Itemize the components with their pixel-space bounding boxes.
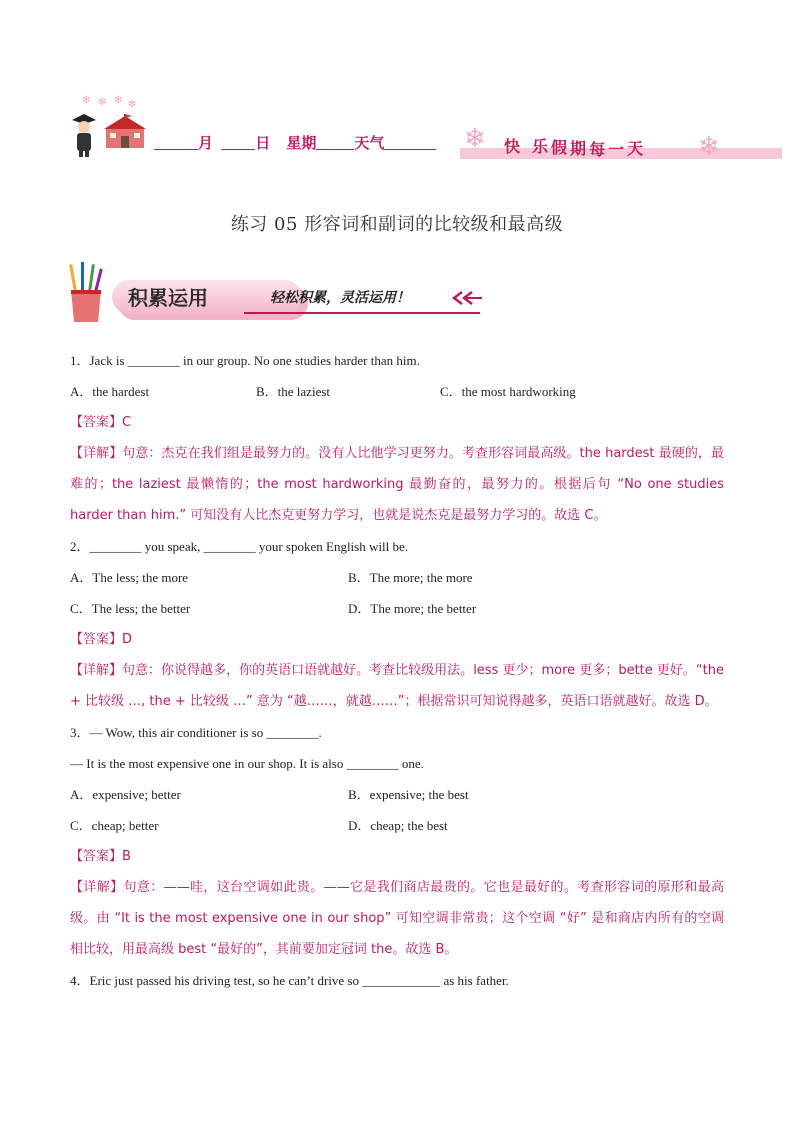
banner-underline (244, 312, 480, 314)
option-c[interactable]: C．cheap; better (70, 818, 159, 833)
school-icon (102, 114, 148, 150)
question-options (70, 382, 724, 413)
option-a[interactable]: A．the hardest (70, 384, 150, 399)
snowflake-icon: ✻ (98, 97, 107, 108)
question-stem: 2．________ you speak, ________ your spoken English will be. (70, 539, 408, 554)
option-c[interactable]: C．the most hardworking (440, 384, 576, 399)
option-c[interactable]: C．The less; the better (70, 601, 191, 616)
question-stem-reply: — It is the most expensive one in our shop. It is also ________ one. (70, 756, 424, 771)
graduate-icon (68, 110, 100, 158)
header-band (68, 96, 782, 166)
option-b[interactable]: B．the laziest (256, 384, 331, 399)
holiday-slogan (504, 134, 646, 157)
explanation: 【详解】句意：你说得越多，你的英语口语就越好。考查比较级用法。less 更少；more 更多；bette 更好。“the + 比较级 …, the + 比较级 …” 意为 “越……，就越……”；根据常识可知说得越多，英语口语就越好。故选 D。 (70, 663, 724, 709)
option-d[interactable]: D．cheap; the best (348, 818, 448, 833)
answer: 【答案】B (70, 849, 131, 864)
slogan-char: 乐 (532, 137, 549, 156)
question-options (70, 785, 724, 816)
double-arrow-left-icon (450, 290, 482, 306)
weekday-blank[interactable] (316, 135, 354, 150)
section-title: 积累运用 (128, 286, 208, 310)
weather-blank[interactable] (384, 135, 436, 150)
question-options (70, 568, 724, 599)
option-b[interactable]: B．The more; the more (348, 570, 473, 585)
weekday-label: 星期 (286, 135, 317, 152)
explanation: 【详解】句意：杰克在我们组是最努力的。没有人比他学习更努力。考查形容词最高级。the hardest 最硬的，最难的；the laziest 最懒惰的；the most hardworking 最勤奋的，最努力的。根据后句 “No one studies harder than him.” 可知没有人比杰克更努力学习，也就是说杰克是最努力学习的。故选 C。 (70, 446, 724, 523)
section-subtitle: 轻松积累，灵活运用！ (270, 290, 410, 306)
option-d[interactable]: D．The more; the better (348, 601, 477, 616)
snowflake-icon: ✻ (128, 99, 137, 110)
slogan-char: 一 (608, 140, 625, 159)
pencil-cup-icon (68, 262, 104, 324)
explanation: 【详解】句意：——哇，这台空调如此贵。——它是我们商店最贵的。它也是最好的。考查形容词的原形和最高级。由 “It is the most expensive one in our shop” 可知空调非常贵；这个空调 “好” 是和商店内所有的空调相比较，用最高级 best “最好的”，其前要加定冠词 the。故选 B。 (70, 880, 724, 957)
month-blank[interactable] (154, 135, 198, 150)
weather-label: 天气 (354, 135, 385, 152)
day-blank[interactable] (221, 135, 255, 150)
option-a[interactable]: A．expensive; better (70, 787, 181, 802)
section-banner (68, 262, 484, 328)
question-stem: 4．Eric just passed his driving test, so he can’t drive so ____________ as his father. (70, 973, 509, 988)
slogan-char: 每 (589, 140, 606, 159)
slogan-char: 期 (570, 139, 587, 158)
date-line (154, 132, 436, 153)
slogan-char: 假 (551, 138, 568, 157)
slogan-char: 快 (504, 137, 521, 156)
answer: 【答案】D (70, 632, 133, 647)
day-label: 日 (255, 135, 271, 152)
question-stem: 1．Jack is ________ in our group. No one studies harder than him. (70, 353, 420, 368)
slogan-char: 天 (627, 139, 644, 158)
answer: 【答案】C (70, 415, 132, 430)
option-b[interactable]: B．expensive; the best (348, 787, 469, 802)
question-options (70, 816, 724, 847)
month-label: 月 (198, 135, 214, 152)
option-a[interactable]: A．The less; the more (70, 570, 189, 585)
page-title: 练习 05 形容词和副词的比较级和最高级 (230, 214, 564, 235)
question-options (70, 599, 724, 630)
snowflake-icon: ❄ (698, 132, 720, 161)
snowflake-icon: ✻ (114, 95, 123, 106)
snowflake-icon: ✻ (82, 95, 91, 106)
snowflake-icon: ❄ (464, 124, 486, 153)
question-stem: 3．— Wow, this air conditioner is so ________. (70, 725, 322, 740)
exercise-content (70, 351, 724, 1002)
